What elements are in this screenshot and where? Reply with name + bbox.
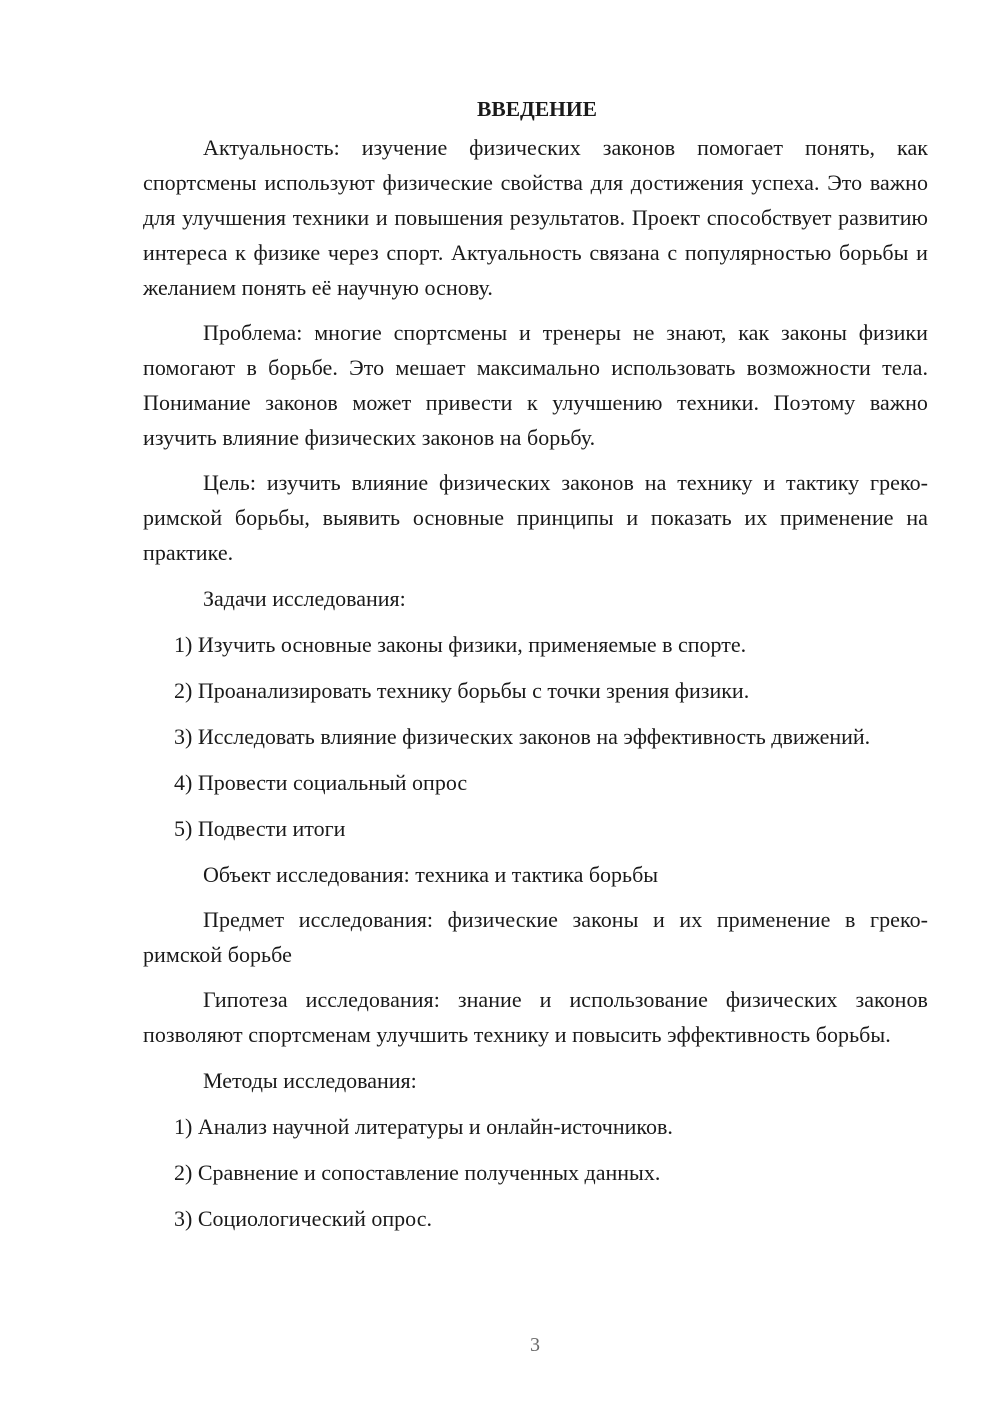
task-item-3: 3) Исследовать влияние физических законов на эффективность движений. [174,724,871,749]
document-page [143,92,928,1236]
method-item-1: 1) Анализ научной литературы и онлайн-источников. [174,1114,673,1139]
hypothesis-paragraph: Гипотеза исследования: знание и использование физических законов позволяют спортсменам улучшить технику и повысить эффективность борьбы. [143,987,928,1047]
method-item-3: 3) Социологический опрос. [174,1206,432,1231]
relevance-paragraph: Актуальность: изучение физических законов помогает понять, как спортсмены используют физические свойства для достижения успеха. Это важно для улучшения техники и повышения результатов. Проект способствует развитию интереса к физике через спорт. Актуальность связана с популярностью борьбы и желанием понять её научную основу. [143,135,928,300]
method-item-2: 2) Сравнение и сопоставление полученных данных. [174,1160,661,1185]
task-item-2: 2) Проанализировать технику борьбы с точки зрения физики. [174,678,750,703]
tasks-heading: Задачи исследования: [203,586,406,611]
goal-paragraph: Цель: изучить влияние физических законов на технику и тактику греко-римской борьбы, выявить основные принципы и показать их применение на практике. [143,470,928,565]
methods-heading: Методы исследования: [203,1068,417,1093]
object-paragraph: Объект исследования: техника и тактика борьбы [203,862,659,887]
subject-paragraph: Предмет исследования: физические законы и их применение в греко-римской борьбе [143,907,928,967]
task-item-5: 5) Подвести итоги [174,816,346,841]
task-item-4: 4) Провести социальный опрос [174,770,468,795]
page-number: 3 [530,1334,540,1356]
task-item-1: 1) Изучить основные законы физики, применяемые в спорте. [174,632,747,657]
section-heading: ВВЕДЕНИЕ [477,97,597,121]
problem-paragraph: Проблема: многие спортсмены и тренеры не знают, как законы физики помогают в борьбе. Это мешает максимально использовать возможности тела. Понимание законов может привести к улучшению техники. Поэтому важно изучить влияние физических законов на борьбу. [143,320,928,450]
